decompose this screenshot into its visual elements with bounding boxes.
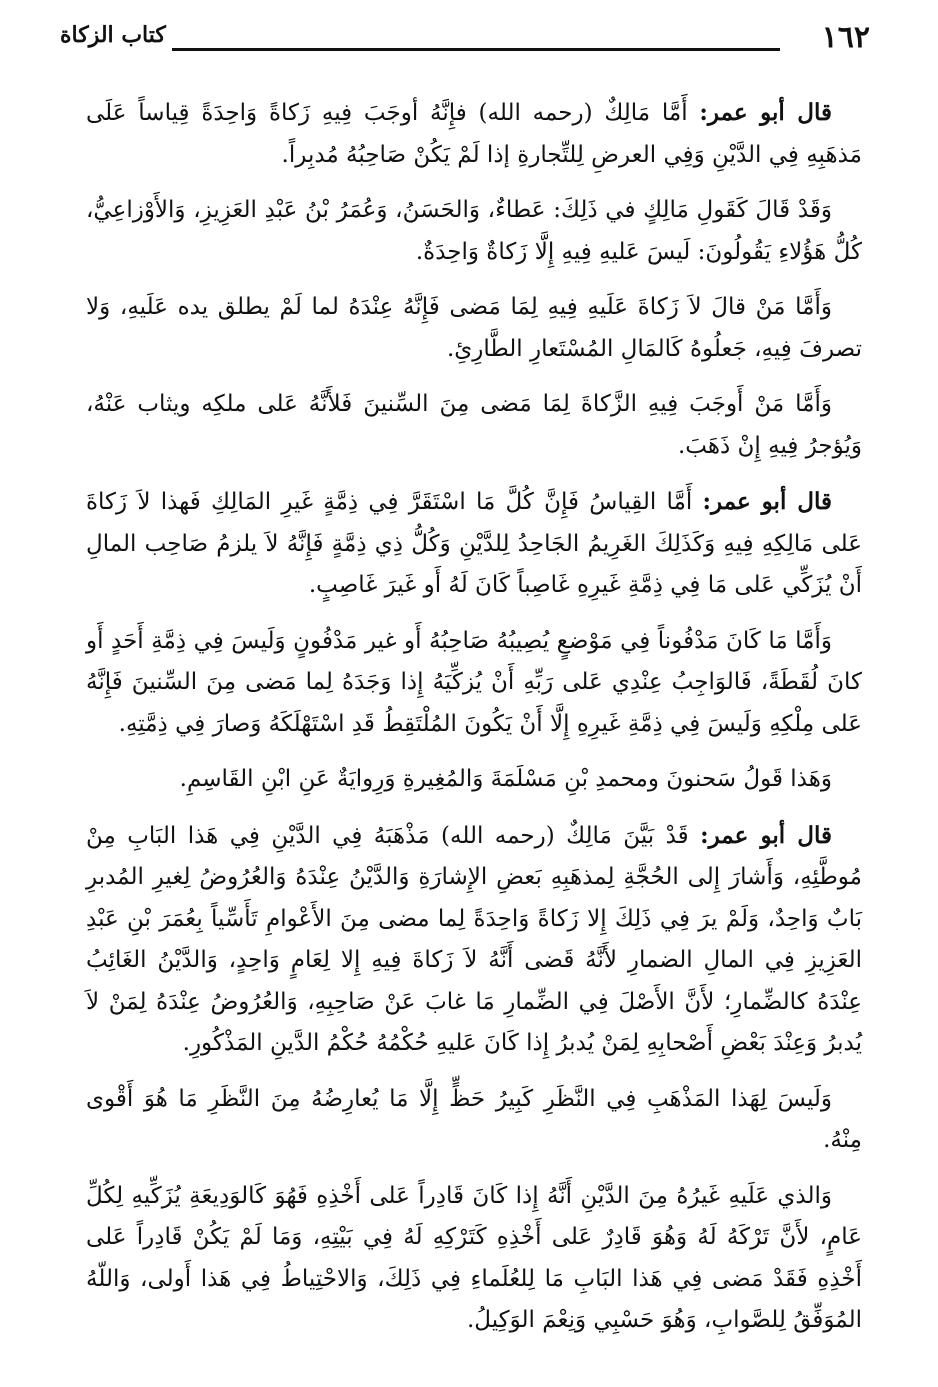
speaker-label: قال أبو عمر:	[699, 99, 832, 126]
book-title: كتاب الزكاة	[60, 22, 166, 48]
paragraph-text: وَالذي عَلَيهِ غَيرُهُ مِنَ الدَّيْنِ أَنَّهُ إِذا كَانَ قَادِراً عَلى أَخْذِهِ فَهُوَ كَالوَدِيعَةِ يُزَكِّيهِ لِكُلِّ عَامٍ، لأَنَّ تَرْكَهُ لَهُ وَهُوَ قَادِرٌ عَلى أَخْذِهِ كَتَرْكِهِ لَهُ فِي بَيْتِهِ، وَمَا لَمْ يَكُنْ قَادِراً عَلى أَخْذِهِ فَقَدْ مَضى فِي هَذا البَابِ مَا لِلعُلَماءِ فِي ذَلِكَ، وَالاحْتِياطُ فِي هَذا أَولى، وَاللّهُ المُوَفِّقُ لِلصَّوابِ، وَهُوَ حَسْبِي وَنِعْمَ الوَكِيلُ.	[86, 1182, 862, 1333]
paragraph-text: وَقَدْ قَالَ كَقَولِ مَالِكٍ في ذَلِكَ: عَطاءٌ، وَالحَسَنُ، وَعُمَرُ بْنُ عَبْدِ العَزِيزِ، وَالأَوْزاعِيُّ، كُلُّ هَؤُلاءِ يَقُولُونَ: لَيسَ عَليهِ فِيهِ إِلَّا زَكاةٌ وَاحِدَةٌ.	[86, 197, 862, 265]
paragraph	[86, 287, 862, 370]
paragraph	[86, 481, 862, 607]
paragraph	[86, 92, 862, 176]
paragraph-text: قَدْ بَيَّنَ مَالِكٌ (رحمه الله) مَذْهَبَهُ فِي الدَّيْنِ فِي هَذا البَابِ مِنْ مُوطَّئِهِ، وَأَشارَ إِلى الحُجَّةِ لِمذهَبِهِ بَعضِ الإِشارَةِ وَالدَّيْنُ عِنْدَهُ وَالعُرُوضُ لِغيرِ المُدبرِ بَابٌ وَاحِدٌ، وَلَمْ يرَ فِي ذَلِكَ إِلا زَكاةً وَاحِدَةً لِما مضى مِنَ الأَعْوامِ تَأَسِّياً بِعُمَرَ بْنِ عَبْدِ العَزِيزِ فِي المالِ الضمارِ لأَنَّهُ قَضى أَنَّهُ لاَ زَكاةَ فِيهِ إِلا لِعَامٍ وَاحِدٍ، وَالدَّيْنُ الغَائِبُ عِنْدَهُ كالضِّمارِ؛ لأَنَّ الأَصْلَ فِي الضِّمارِ مَا غابَ عَنْ صَاحِبِهِ، وَالعُرُوضُ عِنْدَهُ لِمَنْ لاَ يُدبرُ وَعِنْدَ بَعْضِ أَصْحابِهِ لِمَنْ يُدبرُ إِذا كَانَ عَليهِ حُكْمُهُ حُكْمُ الدَّينِ المَذْكُورِ.	[86, 822, 862, 1056]
page-number: ١٦٢	[821, 20, 870, 55]
paragraph-text: وَأَمَّا مَنْ قالَ لاَ زَكاةَ عَلَيهِ فِيهِ لِمَا مَضى فَإِنَّهُ عِنْدَهُ لما لَمْ يطلق يده عَلَيهِ، وَلا تصرفَ فِيهِ، جَعلُوهُ كَالمَالِ المُسْتَعارِ الطَّارِئِ.	[86, 294, 862, 362]
paragraph	[86, 384, 862, 467]
speaker-label: قال أبو عمر:	[700, 821, 832, 849]
paragraph-text: وَلَيسَ لِهَذا المَذْهَبِ فِي النَّظَرِ كَبِيرُ حَظٍّ إِلَّا مَا يُعارِضُهُ مِنَ النَّظَرِ مَا هُوَ أَقْوى مِنْهُ.	[86, 1085, 862, 1153]
paragraph	[86, 815, 862, 1065]
paragraph-text: وَأَمَّا مَنْ أَوجَبَ فِيهِ الزَّكاةَ لِمَا مَضى مِنَ السِّنينَ فَلأَنَّهُ عَلى ملكِه ويثاب عَنْهُ، وَيُؤجرُ فِيهِ إِنْ ذَهَبَ.	[86, 391, 862, 459]
paragraph-text: وَهَذا قَولُ سَحنونَ ومحمدِ بْنِ مَسْلَمَةَ وَالمُغِيرةِ وَرِوايَةٌ عَنِ ابْنِ القَاسِمِ.	[179, 766, 832, 792]
body-text	[86, 92, 862, 1352]
page-header	[60, 20, 870, 60]
header-rule	[172, 48, 780, 51]
paragraph	[86, 1079, 862, 1162]
speaker-label: قال أبو عمر:	[702, 488, 832, 515]
paragraph	[86, 1176, 862, 1342]
paragraph-text: أَمَّا مَالِكٌ (رحمه الله) فإِنَّهُ أوجَبَ فِيهِ زَكاةً وَاحِدَةً قِياساً عَلَى مَذهَبِهِ فِي الدَّيْنِ وَفِي العرضِ لِلتِّجارةِ إذا لَمْ يَكُنْ صَاحِبُهُ مُدبِراً.	[86, 100, 862, 168]
paragraph-text: وَأَمَّا مَا كَانَ مَدْفُوناً فِي مَوْضعٍ يُصِيبُهُ صَاحِبُهُ أَو غير مَدْفُونٍ وَلَيسَ فِي ذِمَّةِ أَحَدٍ أَو كانَ لُقَطَةً، فَالوَاجِبُ عِنْدِي عَلى رَبِّهِ أَنْ يُزكِّيَهُ إِذا وَجَدَهُ لِما مَضى مِنَ السِّنينَ فَإِنَّهُ عَلى مِلْكِهِ وَلَيسَ فِي ذِمَّةِ غَيرِهِ إِلَّا أَنْ يَكُونَ المُلْتَقِطُ قَدِ اسْتَهْلَكَهُ وَصارَ فِي ذِمَّتِهِ.	[86, 627, 862, 737]
paragraph-text: أَمَّا القِياسُ فَإِنَّ كُلَّ مَا اسْتَقَرَّ فِي ذِمَّةٍ غَيرِ المَالِكِ فَهذا لاَ زَكاةَ عَلى مَالِكِهِ فِيهِ وَكَذَلِكَ الغَرِيمُ الجَاحِدُ لِلدَّيْنِ وَكُلُّ ذِي ذِمَّةٍ فَإِنَّهُ لاَ يلزمُ صَاحِب المالِ أَنْ يُزَكِّي عَلى مَا فِي ذِمَّةِ غَيرِهِ غَاصِباً كَانَ لَهُ أَو غَيرَ غَاصِبٍ.	[86, 489, 862, 598]
paragraph	[86, 759, 862, 801]
paragraph	[86, 190, 862, 273]
paragraph	[86, 621, 862, 746]
